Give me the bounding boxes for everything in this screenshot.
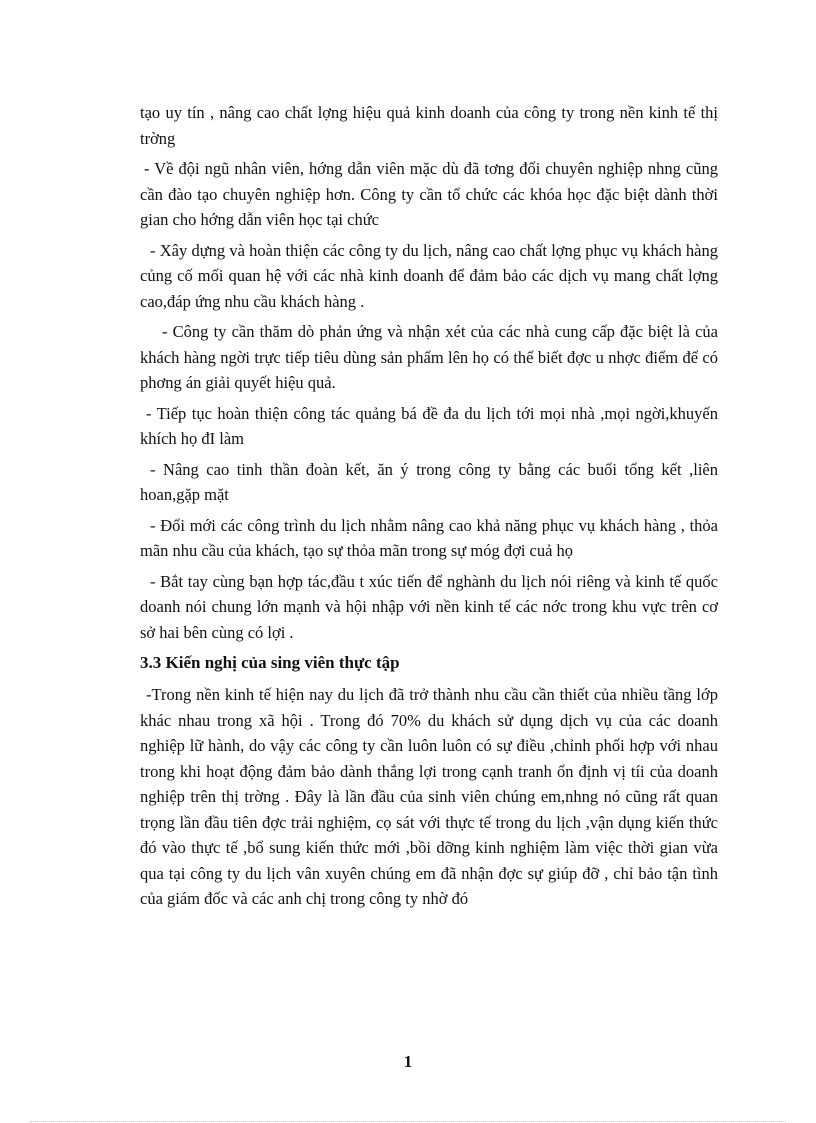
paragraph-innovation: - Đổi mới các công trình du lịch nhằm nâng cao khả năng phục vụ khách hàng , thỏa mãn nhu cầu của khách, tạo sự thỏa mãn trong sự móg đợi cuả họ [140,515,718,560]
paragraph-build-companies: - Xây dựng và hoàn thiện các công ty du lịch, nâng cao chất lợng phục vụ khách hàng củng cố mối quan hệ với các nhà kinh doanh để đảm bảo các dịch vụ mang chất lợng cao,đáp ứng nhu cầu khách hàng . [140,240,718,311]
page-bottom-divider [30,1121,786,1122]
page-number: 1 [403,1052,413,1071]
section-heading: 3.3 Kiến nghị của sing viên thực tập [140,653,400,672]
page-body [140,100,718,917]
paragraph-team-spirit: - Nâng cao tinh thần đoàn kết, ăn ý trong công ty bằng các buổi tổng kết ,liên hoan,gặp mặt [140,459,718,504]
paragraph-promotion: - Tiếp tục hoàn thiện công tác quảng bá đề đa du lịch tới mọi nhà ,mọi ngời,khuyến khích họ đI làm [140,403,718,448]
paragraph-continuation: tạo uy tín , nâng cao chất lợng hiệu quả kinh doanh của công ty trong nền kinh tế thị trờng [140,103,718,148]
paragraph-recommendation: -Trong nền kinh tế hiện nay du lịch đã trở thành nhu cầu cần thiết của nhiều tầng lớp khác nhau trong xã hội . Trong đó 70% du khách sử dụng dịch vụ của các doanh nghiệp lữ hành, do vậy các công ty cần luôn luôn có sự điều ,chỉnh phối hợp với nhau trong khi hoạt động đảm bảo dành thắng lợi trong cạnh tranh ổn định vị tíi của doanh nghiệp trên thị trờng . Đây là lần đầu của sinh viên chúng em,nhng nó cũng rất quan trọng lần đầu tiên đợc trải nghiệm, cọ sát với thực tế trong du lịch ,vận dụng kiến thức đó vào thực tế ,bổ sung kiến thức mới ,bồi dỡng kinh nghiệm làm việc thời gian vừa qua tại công ty du lịch vân xuyên chúng em đã nhận đợc sự giúp đỡ , chỉ bảo tận tình của giám đốc và các anh chị trong công ty nhờ đó [140,685,718,908]
paragraph-staff-training: - Về đội ngũ nhân viên, hớng dẫn viên mặc dù đã tơng đối chuyên nghiệp nhng cũng cần đào tạo chuyên nghiệp hơn. Công ty cần tổ chức các khóa học đặc biệt dành thời gian cho hớng dẫn viên học tại chức [140,159,718,229]
paragraph-survey-feedback: - Công ty cần thăm dò phản ứng và nhận xét của các nhà cung cấp đặc biệt là của khách hàng ngời trực tiếp tiêu dùng sản phẩm lên họ có thể biết đợc u nhợc điểm để có phơng án giải quyết hiệu quả. [140,322,718,392]
paragraph-cooperation: - Bắt tay cùng bạn hợp tác,đầu t xúc tiến để nghành du lịch nói riêng và kinh tế quốc doanh nói chung lớn mạnh và hội nhập với nền kinh tế các nớc trong khu vực trên cơ sở hai bên cùng có lợi . [140,571,718,642]
